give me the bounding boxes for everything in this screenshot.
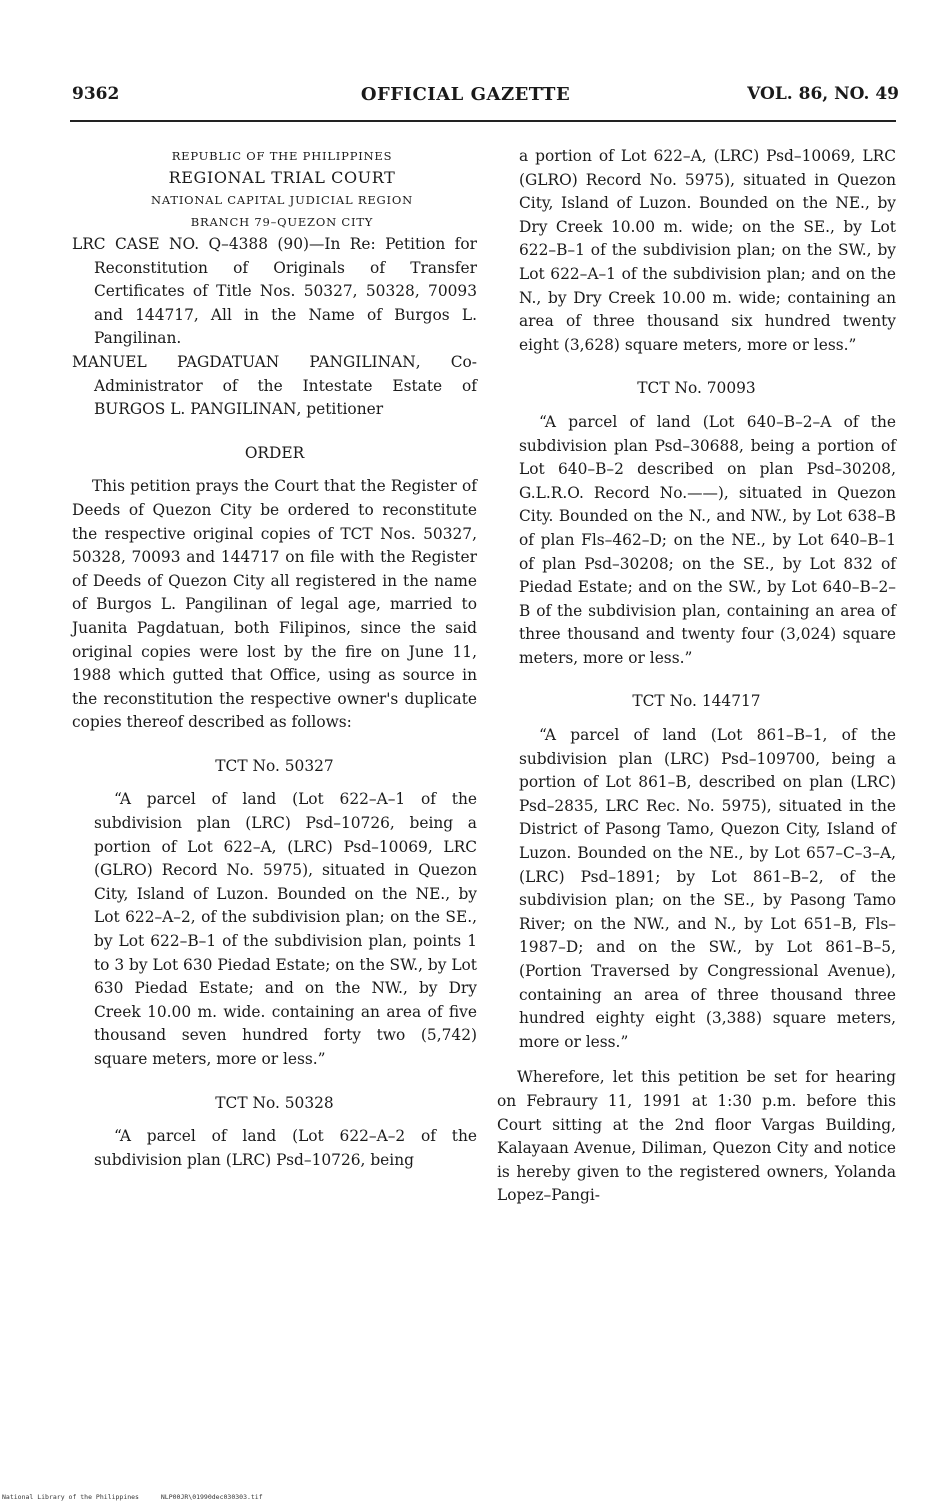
court-name: REGIONAL TRIAL COURT: [168, 168, 396, 187]
tct-50328-heading: TCT No. 50328: [215, 1093, 334, 1112]
petitioner-name: MANUEL PAGDATUAN PANGILINAN: [72, 352, 416, 371]
party-middle: , Co-Administrator of the Intestate Estate of: [94, 352, 478, 395]
volume-number: VOL. 86, NO. 49: [747, 84, 899, 104]
page-header: [0, 84, 931, 114]
court-heading: [112, 145, 452, 233]
tct-70093-description: “A parcel of land (Lot 640–B–2–A of the subdivision plan Psd–30688, being a portion of Lot 640–B–2 described on plan Psd–30208, G.L.R.O. Record No.——), situated in Quezon City. Bounded on the N., and NW., by Lot 638–B of plan Fls–462–D; on the NE., by Lot 640–B–1 of plan Psd–30208; on the SE., by Lot 832 of Piedad Estate; and on the SW., by Lot 640–B–2–B of the subdivision plan, containing an area of three thousand and twenty four (3,024) square meters, more or less.”: [519, 412, 896, 667]
case-text: —In Re: Petition for Reconstitution of Originals of Transfer Certificates of Title Nos. 50327, 50328, 70093 and 144717, All in the Name of Burgos L. Pangilinan.: [94, 235, 477, 348]
court-republic: REPUBLIC OF THE PHILIPPINES: [171, 149, 393, 163]
wherefore-paragraph: Wherefore, let this petition be set for hearing on Febraury 11, 1991 at 1:30 p.m. before this Court sitting at the 2nd floor Vargas Building, Kalayaan Avenue, Diliman, Quezon City and notice is hereby given to the registered owners, Yolanda Lopez–Pangi-: [497, 1068, 896, 1205]
footer-library: National Library of the Philippines: [2, 1493, 139, 1501]
footer-file: NLP00JR\01990dec030303.tif: [160, 1493, 263, 1501]
court-branch: BRANCH 79–QUEZON CITY: [190, 215, 374, 229]
court-region: NATIONAL CAPITAL JUDICIAL REGION: [151, 193, 413, 207]
estate-name: BURGOS L. PANGILINAN: [94, 400, 297, 419]
tct-144717-heading: TCT No. 144717: [632, 692, 761, 711]
case-caption: [72, 233, 477, 351]
tct-50328-description-start: “A parcel of land (Lot 622–A–2 of the subdivision plan (LRC) Psd–10726, being: [94, 1127, 477, 1169]
tct-50328-description-end: a portion of Lot 622–A, (LRC) Psd–10069, LRC (GLRO) Record No. 5975), situated in Quezon City, Island of Luzon. Bounded on the NE., by Dry Creek 10.00 m. wide; on the SE., by Lot 622–B–1 of the subdivision plan; on the SW., by Lot 622–A–1 of the subdivision plan; and on the N., by Dry Creek 10.00 m. wide; containing an area of three thousand six hundred twenty eight (3,628) square meters, more or less.”: [519, 147, 896, 354]
order-heading: ORDER: [244, 443, 305, 462]
case-label: LRC CASE NO. Q–4388 (90): [72, 235, 310, 253]
tct-50327-description: “A parcel of land (Lot 622–A–1 of the subdivision plan (LRC) Psd–10726, being a portion of Lot 622–A, (LRC) Psd–10069, LRC (GLRO) Record No. 5975), situated in Quezon City, Island of Luzon. Bounded on the NE., by Lot 622–A–2, of the subdivision plan; on the SE., by Lot 622–B–1 of the subdivision plan, points 1 to 3 by Lot 630 Piedad Estate; on the SW., by Lot 630 Piedad Estate; and on the NW., by Dry Creek 10.00 m. wide. containing an area of five thousand seven hundred forty two (5,742) square meters, more or less.”: [94, 790, 477, 1068]
scan-footer: [2, 1493, 281, 1501]
header-rule: [70, 120, 896, 122]
publication-title: OFFICIAL GAZETTE: [360, 84, 571, 105]
page-number: 9362: [72, 84, 120, 104]
order-intro: This petition prays the Court that the Register of Deeds of Quezon City be ordered to reconstitute the respective original copies of TCT Nos. 50327, 50328, 70093 and 144717 on file with the Register of Deeds of Quezon City all registered in the name of Burgos L. Pangilinan of legal age, married to Juanita Pagdatuan, both Filipinos, since the said original copies were lost by the fire on June 11, 1988 which gutted that Office, using as source in the reconstitution the respective owner's duplicate copies thereof described as follows:: [72, 477, 477, 732]
party-caption: [72, 351, 477, 422]
left-column: [72, 145, 477, 1172]
tct-50327-heading: TCT No. 50327: [215, 756, 334, 775]
right-column: [497, 145, 896, 1208]
tct-144717-description: “A parcel of land (Lot 861–B–1, of the subdivision plan (LRC) Psd–109700, being a portion of Lot 861–B, described on plan (LRC) Psd–2835, LRC Rec. No. 5975), situated in the District of Pasong Tamo, Quezon City, Island of Luzon. Bounded on the NE., by Lot 657–C–3–A, (LRC) Psd–1891; by Lot 861–B–2, of the subdivision plan; on the SE., by Pasong Tamo River; on the NW., and N., by Lot 651–B, Fls–1987–D; and on the SW., by Lot 861–B–5, (Portion Traversed by Congressional Avenue), containing an area of three thousand three hundred eighty eight (3,388) square meters, more or less.”: [519, 726, 896, 1051]
party-role: , petitioner: [296, 400, 384, 419]
tct-70093-heading: TCT No. 70093: [637, 379, 756, 398]
